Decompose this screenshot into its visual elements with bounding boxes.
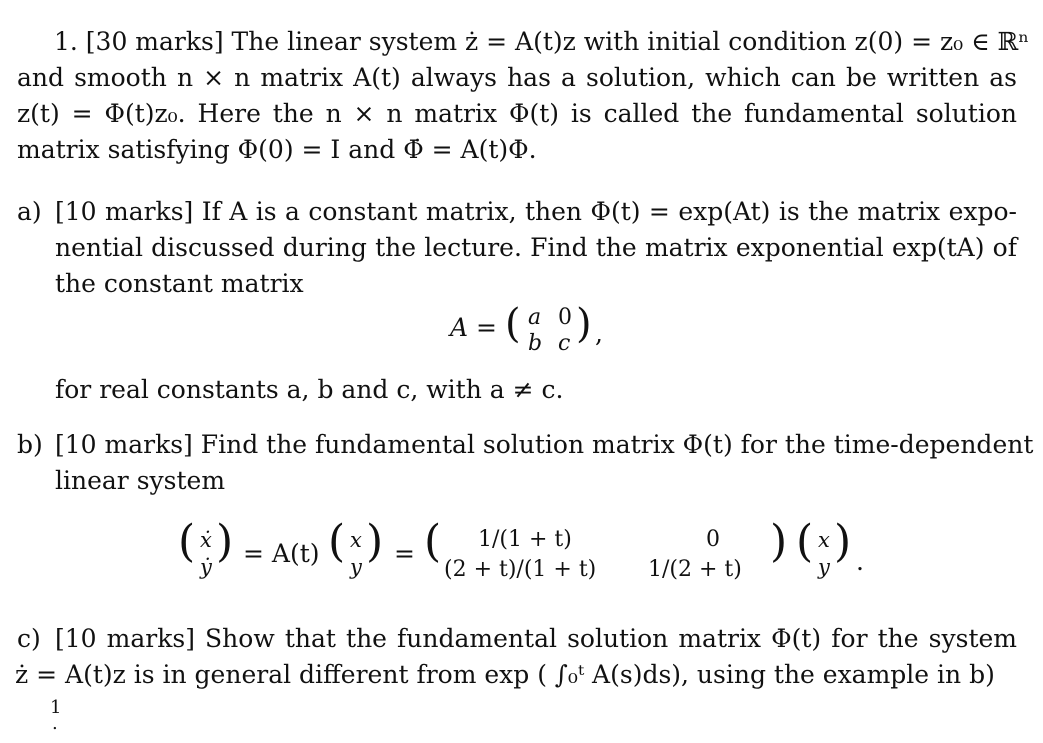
part-b-eq-tail: .: [856, 547, 864, 576]
part-b-x2: x: [818, 528, 830, 552]
part-b-matrix-a22: 1/(2 + t): [648, 557, 742, 582]
part-a-right-paren: ): [576, 301, 592, 347]
problem-statement: [17, 24, 1030, 168]
footer-dot: .: [52, 713, 58, 734]
problem-line-4: matrix satisfying Φ(0) = I and Φ̇ = A(t)Φ.: [17, 135, 537, 164]
part-a-line-4: for real constants a, b and c, with a ≠ c.: [55, 375, 564, 404]
part-b-xdot: ẋ: [200, 528, 212, 552]
part-b-equation: [178, 516, 878, 592]
part-b-text: [55, 427, 1034, 499]
part-c-text: [15, 621, 1017, 693]
part-a-line-3: the constant matrix: [55, 269, 304, 298]
part-b-vec3-lparen: (: [796, 516, 814, 567]
part-a-eq-tail: ,: [595, 319, 603, 348]
part-b-y2: y: [818, 555, 830, 579]
part-a-matrix-a11: a: [528, 305, 542, 330]
part-a-line-1: [10 marks] If A is a constant matrix, then Φ(t) = exp(At) is the matrix expo-: [55, 197, 1017, 226]
part-b-vec1-lparen: (: [178, 516, 196, 567]
part-b-y: y: [350, 555, 362, 579]
part-b-matrix-a11: 1/(1 + t): [478, 527, 572, 552]
part-c-line-2: ż = A(t)z is in general different from exp ( ∫₀ᵗ A(s)ds), using the example in b): [15, 660, 995, 689]
part-a-matrix-a12: 0: [558, 305, 572, 330]
part-b-x: x: [350, 528, 362, 552]
page-number: 1: [50, 697, 62, 718]
part-a-matrix-a21: b: [528, 331, 543, 356]
problem-line-3: z(t) = Φ(t)z₀. Here the n × n matrix Φ(t) is called the fundamental solution: [17, 99, 1017, 128]
part-c-line-1: [10 marks] Show that the fundamental solution matrix Φ(t) for the system: [55, 624, 1017, 653]
problem-line-2: and smooth n × n matrix A(t) always has a solution, which can be written as: [17, 63, 1017, 92]
part-b-vec2-lparen: (: [328, 516, 346, 567]
part-a-constants: [55, 372, 1017, 408]
part-c-label: c): [17, 624, 41, 653]
part-b-eq-eq: =: [394, 539, 415, 568]
part-a-label: a): [17, 197, 42, 226]
part-b-vec2-rparen: ): [366, 516, 384, 567]
part-b-matrix-lparen: (: [424, 516, 442, 567]
part-a-matrix-a22: c: [558, 331, 571, 356]
part-b-matrix-a21: (2 + t)/(1 + t): [444, 557, 597, 582]
part-a-text: [55, 194, 1017, 302]
part-b-matrix-rparen: ): [770, 516, 788, 567]
part-b-vec3-rparen: ): [834, 516, 852, 567]
part-b-label: b): [17, 430, 43, 459]
part-b-ydot: ẏ: [200, 555, 212, 579]
problem-line-1: 1. [30 marks] The linear system ż = A(t)z with initial condition z(0) = z₀ ∈ ℝⁿ: [54, 27, 1030, 56]
part-b-eq-mid: = A(t): [243, 539, 320, 568]
part-a-eq-lhs: A =: [450, 313, 497, 342]
part-a-left-paren: (: [505, 301, 521, 347]
part-b-line-1: [10 marks] Find the fundamental solution matrix Φ(t) for the time-dependent: [55, 430, 1034, 459]
part-b-vec1-rparen: ): [216, 516, 234, 567]
part-a-line-2: nential discussed during the lecture. Find the matrix exponential exp(tA) of: [55, 233, 1017, 262]
part-b-line-2: linear system: [55, 466, 226, 495]
part-b-matrix-a12: 0: [706, 527, 720, 552]
